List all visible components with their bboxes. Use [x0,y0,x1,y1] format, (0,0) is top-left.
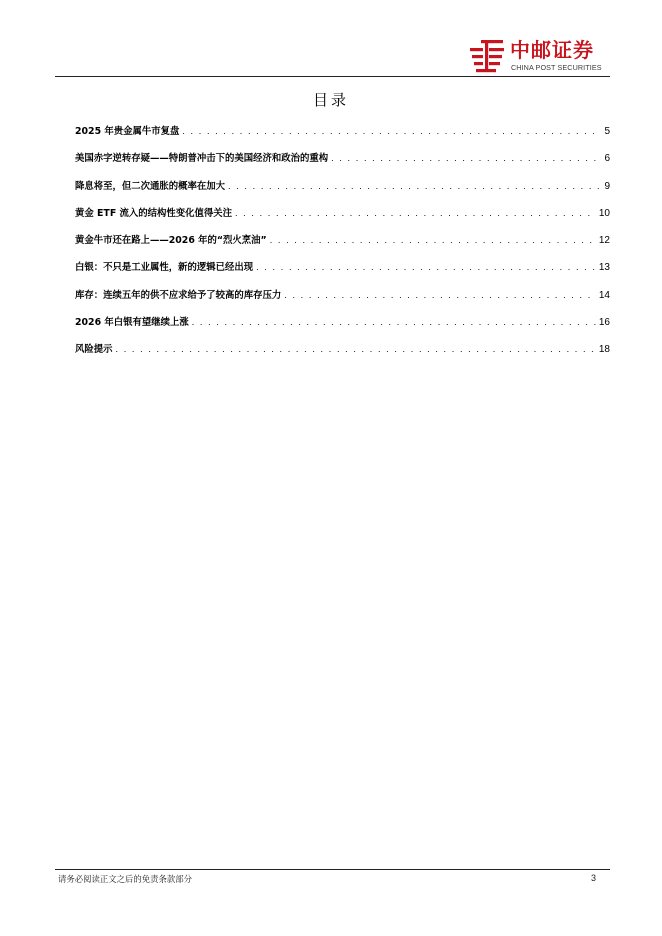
toc-entry[interactable] [75,206,610,233]
toc-entry-page: 10 [598,207,610,219]
toc-entry[interactable] [75,151,610,178]
toc-entry-label: 白银：不只是工业属性，新的逻辑已经出现 [75,262,254,274]
toc-entry-label: 美国赤字逆转存疑——特朗普冲击下的美国经济和政治的重构 [75,153,329,165]
footer-divider [55,869,610,870]
toc-entry[interactable] [75,288,610,315]
toc-leader-dots [235,206,596,220]
brand-name-en: CHINA POST SECURITIES [511,63,602,72]
brand-name-cn: 中邮证券 [510,38,594,62]
toc-entry-label: 黄金牛市还在路上——2026 年的“烈火烹油” [75,235,267,247]
toc-leader-dots [116,342,596,356]
toc-entry[interactable] [75,233,610,260]
toc-entry-label: 2026 年白银有望继续上涨 [75,317,189,329]
toc-entry[interactable] [75,342,610,369]
page-header [0,0,662,80]
toc-entry-page: 12 [598,235,610,247]
toc-entry-page: 16 [598,317,610,329]
toc-entry-label: 降息将至，但二次通胀的概率在加大 [75,180,226,192]
toc-entry[interactable] [75,124,610,151]
toc-title: 目录 [312,91,349,109]
toc-leader-dots [228,179,601,193]
company-logo [468,38,618,74]
toc-entry-page: 18 [598,344,610,356]
toc-entry[interactable] [75,179,610,206]
toc-entry-label: 风险提示 [75,344,113,356]
toc-entry-label: 库存：连续五年的供不应求给予了较高的库存压力 [75,289,282,301]
header-divider [55,76,610,77]
toc-leader-dots [331,151,601,165]
toc-leader-dots [284,288,596,302]
disclaimer-note: 请务必阅读正文之后的免责条款部分 [58,874,192,884]
toc-entry[interactable] [75,260,610,287]
toc-entry-label: 2025 年贵金属牛市复盘 [75,126,180,137]
page-number: 3 [590,873,596,883]
toc-entry-page: 14 [598,289,610,301]
toc-leader-dots [182,124,601,138]
toc-entry-page: 9 [604,180,610,192]
toc-leader-dots [256,260,596,274]
toc-leader-dots [192,315,596,329]
toc-leader-dots [270,233,596,247]
china-post-logo-icon [468,38,506,74]
toc-entry-page: 13 [598,262,610,274]
toc-entry[interactable] [75,315,610,342]
toc-entry-label: 黄金 ETF 流入的结构性变化值得关注 [75,207,232,219]
table-of-contents [75,124,610,370]
toc-entry-page: 6 [604,153,610,165]
toc-entry-page: 5 [604,126,610,137]
